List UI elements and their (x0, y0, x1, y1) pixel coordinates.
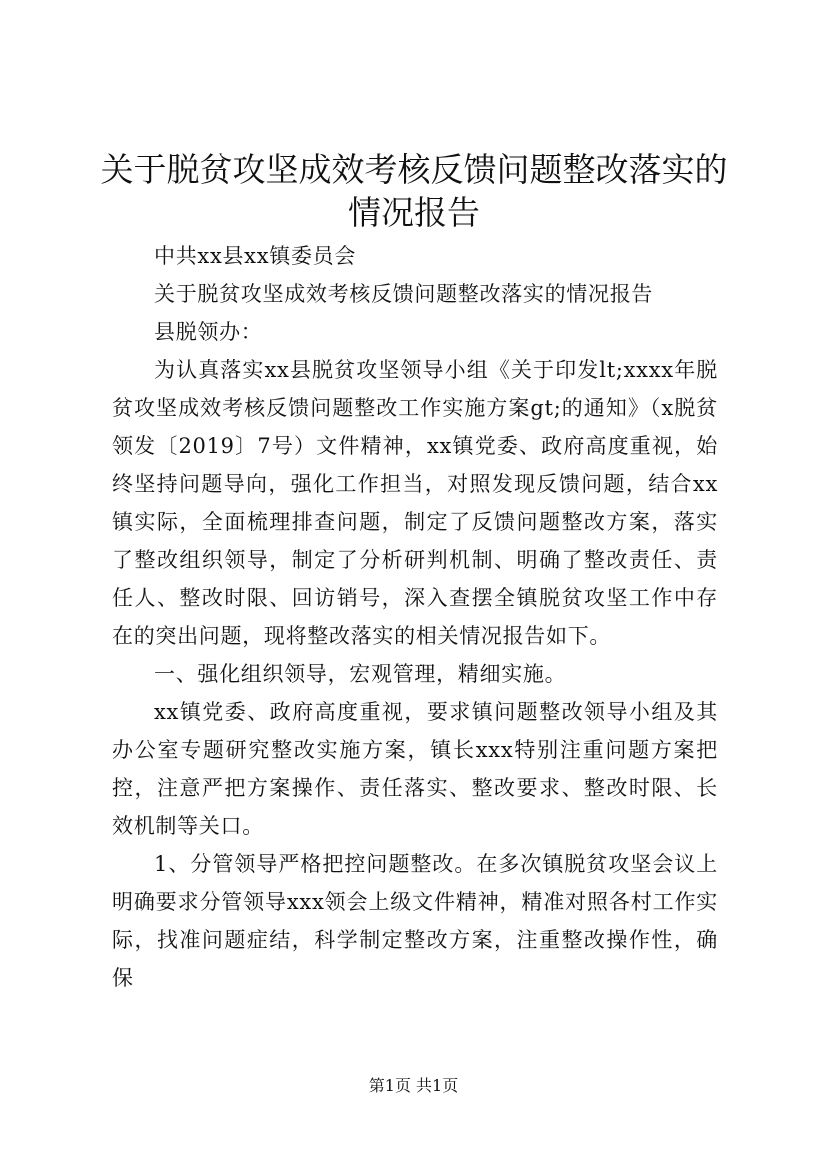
recipient-line: 县脱领办： (154, 320, 263, 344)
document-title: 关于脱贫攻坚成效考核反馈问题整改落实的情况报告 (100, 150, 728, 232)
body-paragraph: xx镇党委、政府高度重视，要求镇问题整改领导小组及其办公室专题研究整改实施方案，镇长xxx特别注重问题方案把控，注意严把方案操作、责任落实、整改要求、整改时限、长效机制等关口。 (112, 700, 718, 838)
section-heading: 一、强化组织领导，宏观管理，精细实施。 (154, 662, 567, 686)
body-paragraph: 为认真落实xx县脱贫攻坚领导小组《关于印发lt;xxxx年脱贫攻坚成效考核反馈问题整改工作实施方案gt;的通知》（x脱贫领发〔2019〕7号）文件精神，xx镇党委、政府高度重视，始终坚持问题导向，强化工作担当，对照发现反馈问题，结合xx镇实际，全面梳理排查问题，制定了反馈问题整改方案，落实了整改组织领导，制定了分析研判机制、明确了整改责任、责任人、整改时限、回访销号，深入查摆全镇脱贫攻坚工作中存在的突出问题，现将整改落实的相关情况报告如下。 (112, 358, 718, 648)
page-footer: 第1页 共1页 (368, 1076, 459, 1095)
addressee-org: 中共xx县xx镇委员会 (154, 244, 357, 268)
document-body (112, 237, 718, 997)
report-subtitle: 关于脱贫攻坚成效考核反馈问题整改落实的情况报告 (154, 282, 654, 306)
body-paragraph: 1、分管领导严格把控问题整改。在多次镇脱贫攻坚会议上明确要求分管领导xxx领会上级文件精神，精准对照各村工作实际，找准问题症结，科学制定整改方案，注重整改操作性，确保 (112, 852, 718, 990)
